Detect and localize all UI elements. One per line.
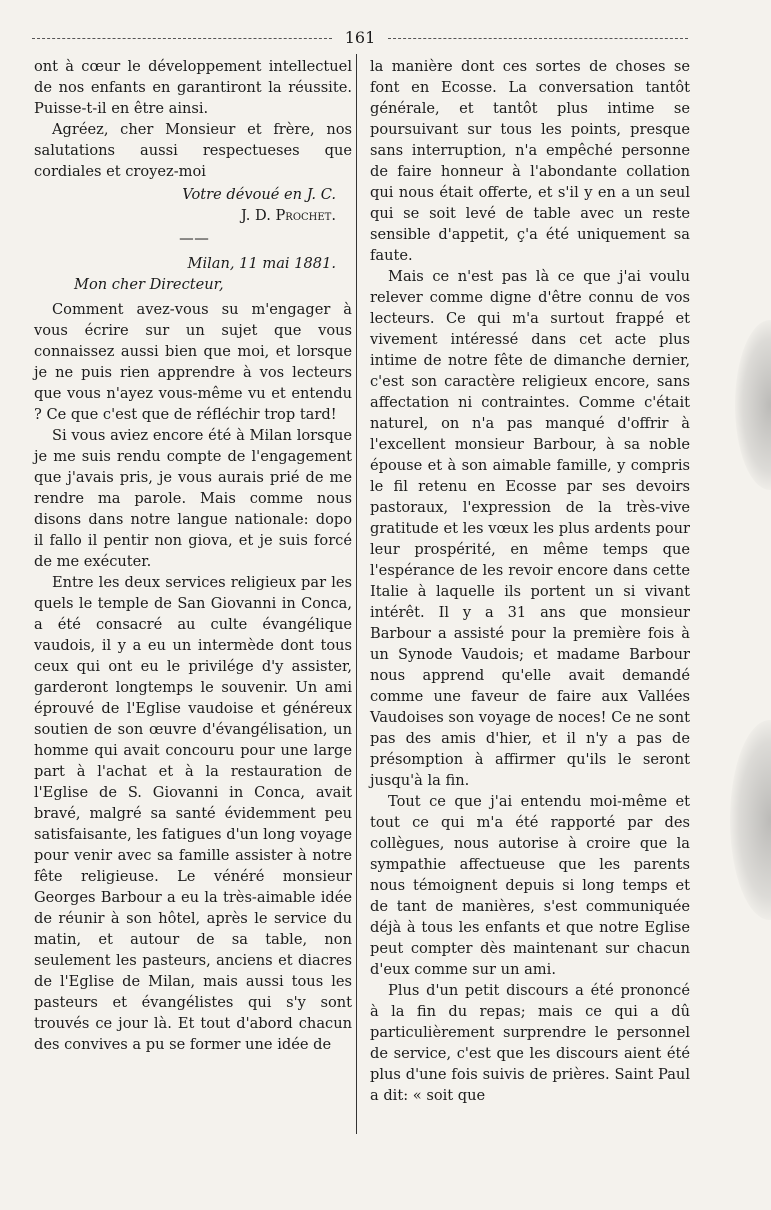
section-separator: — — [179, 230, 207, 247]
paragraph: la manière dont ces sortes de choses se font en Ecosse. La conversation tantôt générale, et tantôt plus intime se poursuivant sur tous les points, presque sans interruption, n'a empêché personne de faire honneur à l'abondante collation qui nous était offerte, et s'il y en a un seul qui se soit levé de table avec un reste sensible d'appetit, ç'a été uniquement sa faute. [370, 58, 690, 264]
signature-name: J. D. Prochet. [241, 207, 336, 224]
left-column [34, 56, 352, 1055]
paragraph: Tout ce que j'ai entendu moi-même et tout ce qui m'a été rapporté par des collègues, nous autorise à croire que la sympathie affectueuse que les parents nous témoignent depuis si long temps et de tant de manières, s'est communiquée déjà à tous les enfants et que notre Eglise peut compter dès maintenant sur chacun d'eux comme sur un ami. [370, 793, 690, 978]
salutation: Mon cher Directeur, [74, 276, 224, 293]
ink-blot [735, 320, 771, 490]
header-rule-left [32, 38, 332, 39]
page-header [32, 28, 688, 50]
paragraph: ont à cœur le développement intellectuel de nos enfants en garantiront la réussite. Puisse-t-il en être ainsi. [34, 58, 352, 117]
paragraph: Si vous aviez encore été à Milan lorsque je me suis rendu compte de l'engagement que j'avais pris, je vous aurais prié de me rendre ma parole. Mais comme nous disons dans notre langue nationale: dopo il fallo il pentir non giova, et je suis forcé de me exécuter. [34, 427, 352, 570]
paragraph: Agréez, cher Monsieur et frère, nos salutations aussi respectueses que cordiales et croyez-moi [34, 121, 352, 180]
page-number: 161 [344, 28, 376, 47]
header-rule-right [388, 38, 688, 39]
right-column [370, 56, 690, 1106]
paragraph: Comment avez-vous su m'engager à vous écrire sur un sujet que vous connaissez aussi bien que moi, et lorsque je ne puis rien apprendre à vos lecteurs que vous n'ayez vous-même vu et entendu ? Ce que c'est que de réfléchir trop tard! [34, 301, 352, 423]
paragraph: Mais ce n'est pas là ce que j'ai voulu relever comme digne d'être connu de vos lecteurs. Ce qui m'a surtout frappé et vivement intéressé dans cet acte plus intime de notre fête de dimanche dernier, c'est son caractère religieux encore, sans affectation ni contraintes. Comme c'était naturel, on n'a pas manqué d'offrir à l'excellent monsieur Barbour, à sa noble épouse et à son aimable famille, y compris le fil retenu en Ecosse par ses devoirs pastoraux, l'expression de la très-vive gratitude et les vœux les plus ardents pour leur prospérité, en même temps que l'espérance de les revoir encore dans cette Italie à laquelle ils portent un si vivant intérêt. Il y a 31 ans que monsieur Barbour a assisté pour la première fois à un Synode Vaudois; et madame Barbour nous apprend qu'elle avait demandé comme une faveur de faire aux Vallées Vaudoises son voyage de noces! Ce ne sont pas des amis d'hier, et il n'y a pas de présomption à affirmer qu'ils le seront jusqu'à la fin. [370, 268, 690, 789]
signature-closing: Votre dévoué en J. C. [182, 186, 336, 203]
ink-blot [730, 720, 771, 920]
paragraph: Entre les deux services religieux par les quels le temple de San Giovanni in Conca, a été consacré au culte évangélique vaudois, il y a eu un intermède dont tous ceux qui ont eu le privilége d'y assister, garderont longtemps le souvenir. Un ami éprouvé de l'Eglise vaudoise et généreux soutien de son œuvre d'évangélisation, un homme qui avait concouru pour une large part à l'achat et à la restauration de l'Eglise de S. Giovanni in Conca, avait bravé, malgré sa santé évidemment peu satisfaisante, les fatigues d'un long voyage pour venir avec sa famille assister à notre fête religieuse. Le vénéré monsieur Georges Barbour a eu la très-aimable idée de réunir à son hôtel, après le service du matin, et autour de sa table, non seulement les pasteurs, anciens et diacres de l'Eglise de Milan, mais aussi tous les pasteurs et évangélistes qui s'y sont trouvés ce jour là. Et tout d'abord chacun des convives a pu se former une idée de [34, 574, 352, 1053]
paragraph: Plus d'un petit discours a été prononcé à la fin du repas; mais ce qui a dû particulièrement surprendre le personnel de service, c'est que les discours aient été plus d'une fois suivis de prières. Saint Paul a dit: « soit que [370, 982, 690, 1104]
column-divider [356, 54, 357, 1134]
dateline: Milan, 11 mai 1881. [187, 255, 336, 272]
